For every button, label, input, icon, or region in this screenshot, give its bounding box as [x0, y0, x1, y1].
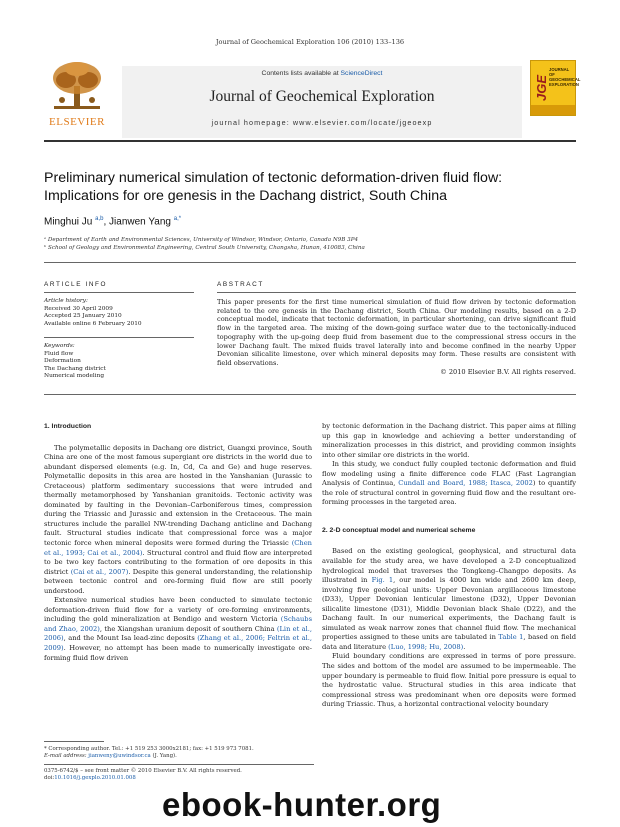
paragraph: Fluid boundary conditions are expressed in terms of pore pressure. The sides and bottom of the model are assumed to be impermeable. The upper boundary is permeable to fluid flow. Initial pore pressure is equal to the hydrostatic value. Structural studies in this area indicate that compressional stress was predominant when ore deposits were formed during Triassic. Thus, a horizontal contractional velocity boundary [322, 652, 576, 709]
body-rule [44, 394, 576, 395]
figure-link[interactable]: Fig. 1 [371, 576, 394, 585]
author-separator: , [103, 216, 110, 228]
issn-block [44, 768, 314, 782]
paragraph: In this study, we conduct fully coupled tectonic deformation and fluid flow modeling using a finite difference code FLAC (Fast Lagrangian Analysis of Continua, Cundall and Board, 1988; Itasca, 2002) to quantify the role of structural control in governing fluid flow and the resultant ore-forming processes in the targeted area. [322, 460, 576, 507]
journal-masthead [44, 66, 581, 136]
doi-link[interactable]: 10.1016/j.gexplo.2010.01.008 [54, 775, 136, 781]
cover-abbrev: JGE [534, 74, 549, 101]
keyword: Numerical modeling [44, 373, 105, 380]
accepted-date: Accepted 25 January 2010 [44, 313, 122, 320]
info-rule [44, 292, 194, 293]
title-line-1: Preliminary numerical simulation of tectonic deformation-driven fluid flow: [44, 170, 503, 186]
paragraph: Extensive numerical studies have been conducted to simulate tectonic deformation-driven fluid flow for a variety of ore-forming environments, including the gold mineralization at Bendigo and western Victoria (Schaubs and Zhao, 2002), the Xiangshan uranium deposit of southern China (Lin et al., 2006), and the Mount Isa lead-zinc deposits (Zhang et al., 2006; Feltrin et al., 2009). However, no attempt has been made to numerically investigate ore-forming fluid flow driven [44, 596, 313, 662]
issn-rule [44, 764, 314, 765]
section-rule [44, 262, 576, 263]
doi-line: doi:10.1016/j.gexplo.2010.01.008 [44, 775, 136, 781]
author-list [44, 216, 181, 227]
affiliation-b: ᵇ School of Geology and Environmental Engineering, Central South University, Changsha, Hunan, 410083, China [44, 245, 365, 251]
citation-link[interactable]: (Zhang et al., 2006; Feltrin et al., 2009) [44, 634, 313, 653]
corresponding-author-text: * Corresponding author. Tel.: +1 519 253 3000x2181; fax: +1 519 973 7081. [44, 746, 254, 752]
keyword: The Dachang district [44, 365, 106, 372]
copyright-line: © 2010 Elsevier B.V. All rights reserved. [440, 367, 576, 376]
citation-link[interactable]: (Luo, 1998; Hu, 2008) [388, 642, 464, 651]
table-link[interactable]: Table 1 [498, 633, 524, 642]
abstract-rule [217, 292, 576, 293]
abstract-heading: ABSTRACT [217, 281, 264, 288]
author-affil-sup[interactable]: a,* [173, 216, 182, 222]
citation-link[interactable]: (Chen et al., 1993; Cai et al., 2004) [44, 539, 312, 557]
right-column [322, 422, 576, 710]
masthead-rule [44, 140, 576, 142]
journal-title: Journal of Geochemical Exploration [209, 88, 435, 105]
journal-homepage[interactable]: journal homepage: www.elsevier.com/locate/jgeoexp [211, 118, 433, 127]
keyword: Deformation [44, 358, 81, 365]
keywords-block [44, 343, 194, 381]
article-history [44, 298, 194, 328]
footnote-rule [44, 741, 104, 742]
email-link[interactable]: jianweny@uwindsor.ca [88, 753, 151, 759]
section-heading-model: 2. 2-D conceptual model and numerical scheme [322, 526, 476, 534]
received-date: Received 30 April 2009 [44, 305, 113, 312]
author-affil-sup[interactable]: a,b [95, 216, 104, 222]
corresponding-author-footnote [44, 746, 314, 760]
affiliation-a: ᵃ Department of Earth and Environmental Sciences, University of Windsor, Windsor, Ontario, Canada N9B 3P4 [44, 237, 359, 243]
cover-stripe [531, 105, 575, 115]
author-name[interactable]: Minghui Ju [44, 216, 96, 228]
paragraph: by tectonic deformation in the Dachang district. This paper aims at filling up this gap in knowledge and achieving a better understanding of mineralization processes in this district, and providing common insights into other similar ore districts in the world. [322, 422, 576, 459]
paragraph: Based on the existing geological, geophysical, and structural data available for the study area, we have developed a 2-D conceptualized hydrological model that traverses the Tongkeng–Changpo deposits. As illustrated in Fig. 1, our model is 4000 km wide and 2600 km deep, involving five geological units: Upper Devonian argillaceous limestone (D33), Upper Devonian lenticular limestone (D32), Upper Devonian silicalite limestone (D31), Middle Devonian black Shale (D22), and the Dachang fault. In our numerical experiments, the Dachang fault is simulated as weak narrow zones that channel fluid flow. The mechanical properties assigned to these units are tabulated in Table 1, based on field data and literature (Luo, 1998; Hu, 2008). [322, 547, 576, 651]
citation-link[interactable]: (Schaubs and Zhao, 2002) [44, 615, 312, 633]
keywords-rule [44, 337, 194, 338]
author-name[interactable]: Jianwen Yang [109, 216, 174, 228]
journal-banner [122, 66, 522, 138]
citation-link[interactable]: (Cai et al., 2007) [70, 567, 129, 576]
title-line-2: Implications for ore genesis in the Dachang district, South China [44, 187, 447, 204]
elsevier-wordmark: ELSEVIER [49, 116, 105, 128]
history-label: Article history: [44, 298, 88, 304]
paragraph: The polymetallic deposits in Dachang ore district, Guangxi province, South China are one of the most famous supergiant ore districts in the world due to abundant dispersed elements (e.g. In, Cd, Ca and Ge) and huge reserves. Polymetallic deposits in this area are hosted in the Yanshanian (Jurassic to Cretaceous) platform sedimentary successions that were intruded and thermally metamorphosed by Yanshanian granitoids. Tectonic activity was dominated by faulting in the Devonian–Carboniferous times, compression during the Triassic and Jurassic and extension in the Cretaceous. The main structures include the parallel NW-trending Dachang anticline and Dachang fault. Structural studies indicate that compressional force was a major tectonic force when mineral deposits were formed during the Triassic (Chen et al., 1993; Cai et al., 2004). Structural control and fluid flow are interpreted to be two key factors contributing to the formation of ore deposits in this district (Cai et al., 2007). Despite this general understanding, the relationship between tectonic control and ore-forming fluid flow are still poorly understood. [44, 443, 313, 595]
keyword: Fluid flow [44, 350, 74, 357]
watermark-text: ebook-hunter.org [162, 786, 442, 823]
sciencedirect-link[interactable]: ScienceDirect [340, 70, 383, 77]
section-heading-introduction: 1. Introduction [44, 423, 92, 430]
article-title [44, 170, 576, 205]
citation-link[interactable]: (Lin et al., 2006) [44, 624, 312, 643]
citation-link[interactable]: Cundall and Board, 1988; Itasca, 2002 [398, 479, 533, 488]
journal-cover-thumbnail[interactable] [530, 60, 581, 116]
online-date: Available online 6 February 2010 [44, 320, 142, 327]
issn-line: 0375-6742/$ – see front matter © 2010 Elsevier B.V. All rights reserved. [44, 768, 242, 774]
contents-line [122, 70, 522, 77]
keywords-label: Keywords: [44, 343, 75, 349]
cover-text: JOURNAL OF GEOCHEMICAL EXPLORATION [549, 67, 581, 87]
elsevier-tree-icon [50, 60, 104, 110]
article-info-heading: ARTICLE INFO [44, 281, 108, 288]
abstract-text: This paper presents for the first time numerical simulation of fluid flow driven by tectonic deformation related to the ore genesis in the Dachang district, South China. Our modeling results, based on a 2-D conceptual model, indicate that tectonic deformation, in particular shortening, can drive significant fluid flow in the targeted area. The mixing of the down-going surface water due to the tectonically-induced topography with the up-going deep fluid from basement due to the compressional stress occurs in the lower Dachang fault. The mixed fluids travel laterally into and become confined in the nearby Upper Devonian silicalite limestone, over which mineral deposits may form. These results are consistent with field observations. [217, 298, 576, 367]
elsevier-logo[interactable] [44, 60, 110, 140]
left-column [44, 422, 312, 663]
running-header: Journal of Geochemical Exploration 106 (2010) 133–136 [215, 38, 405, 46]
email-line: E-mail address: jianweny@uwindsor.ca (J. Yang). [44, 753, 177, 759]
contents-prefix: Contents lists available at [261, 70, 341, 77]
abstract-body [217, 298, 576, 376]
